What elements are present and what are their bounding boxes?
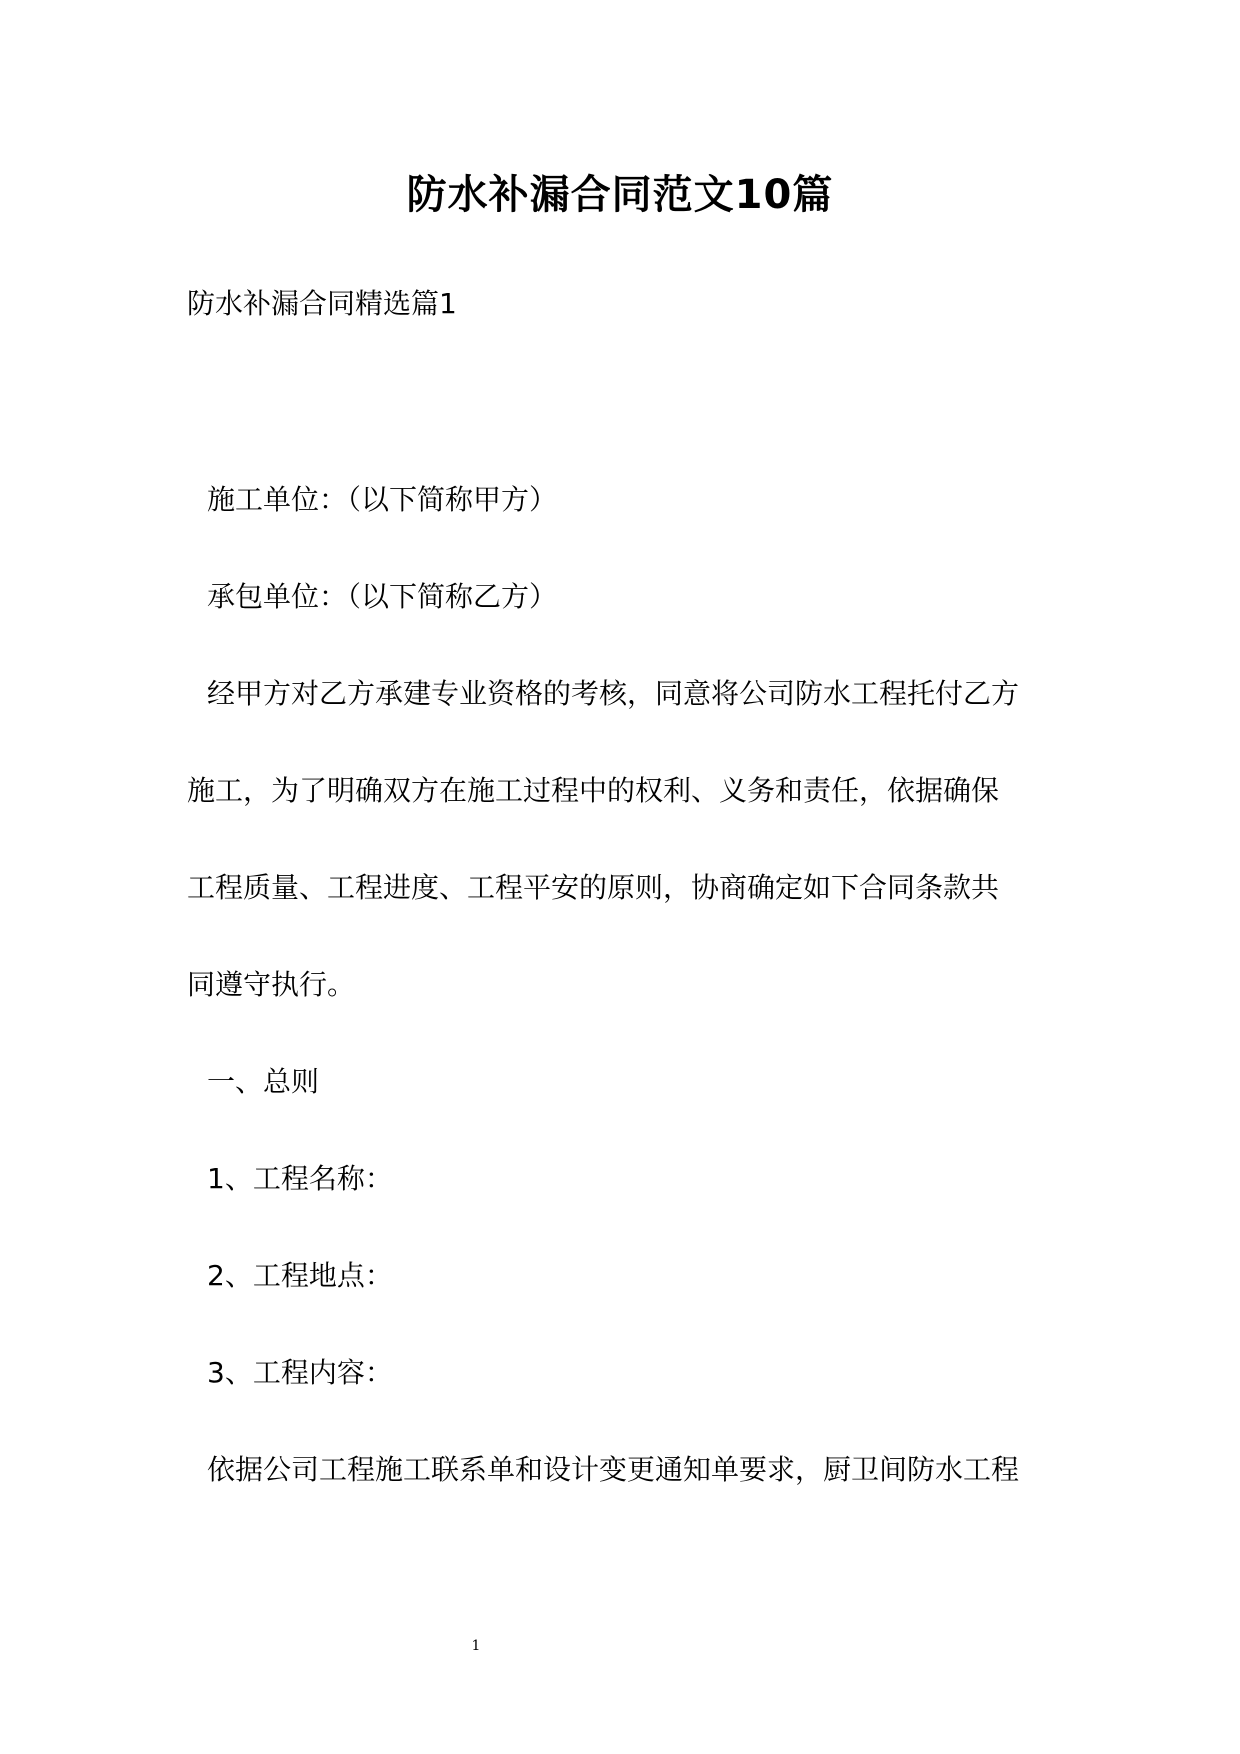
list-item: 2、工程地点： — [207, 1259, 393, 1292]
document-title: 防水补漏合同范文10篇 — [406, 172, 834, 218]
paragraph-line: 经甲方对乙方承建专业资格的考核，同意将公司防水工程托付乙方 — [207, 677, 1020, 710]
paragraph-line: 同遵守执行。 — [187, 968, 356, 1001]
page-number: 1 — [471, 1638, 481, 1654]
paragraph-line: 依据公司工程施工联系单和设计变更通知单要求，厨卫间防水工程 — [207, 1453, 1020, 1486]
section-heading: 防水补漏合同精选篇1 — [187, 287, 457, 320]
paragraph-line: 承包单位：（以下简称乙方） — [207, 580, 558, 613]
list-item: 1、工程名称： — [207, 1162, 393, 1195]
paragraph-line: 施工单位：（以下简称甲方） — [207, 483, 558, 516]
paragraph-line: 施工，为了明确双方在施工过程中的权利、义务和责任，依据确保 — [187, 774, 1000, 807]
paragraph-line: 工程质量、工程进度、工程平安的原则，协商确定如下合同条款共 — [187, 871, 1000, 904]
list-item: 3、工程内容： — [207, 1356, 393, 1389]
section-item: 一、总则 — [207, 1065, 320, 1098]
